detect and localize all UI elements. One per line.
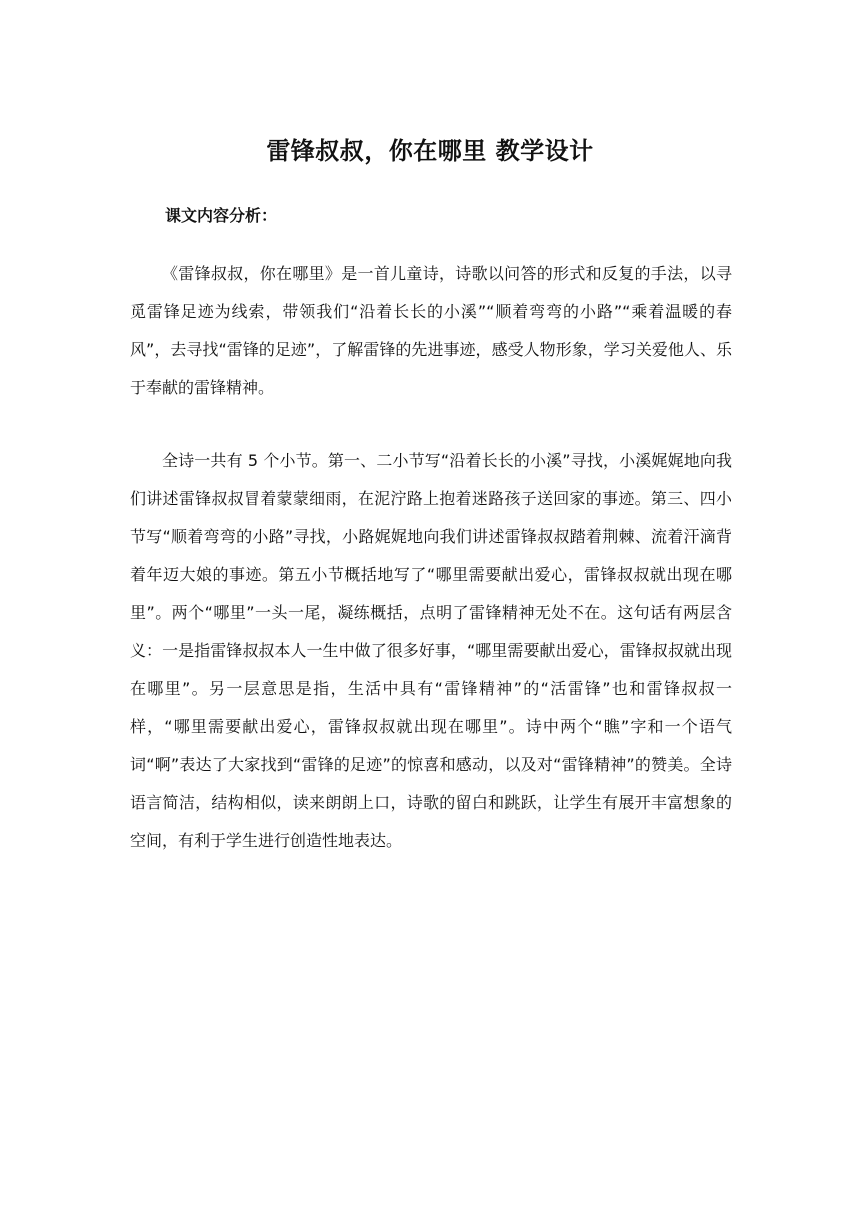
section-heading: 课文内容分析： [165,206,278,225]
paragraph-structure: 全诗一共有 5 个小节。第一、二小节写“沿着长长的小溪”寻找，小溪娓娓地向我们讲述雷锋叔叔冒着蒙蒙细雨，在泥泞路上抱着迷路孩子送回家的事迹。第三、四小节写“顺着弯弯的小路”寻找，小路娓娓地向我们讲述雷锋叔叔踏着荆棘、流着汗滴背着年迈大娘的事迹。第五小节概括地写了“哪里需要献出爱心，雷锋叔叔就出现在哪里”。两个“哪里”一头一尾，凝练概括，点明了雷锋精神无处不在。这句话有两层含义：一是指雷锋叔叔本人一生中做了很多好事，“哪里需要献出爱心，雷锋叔叔就出现在哪里”。另一层意思是指，生活中具有“雷锋精神”的“活雷锋”也和雷锋叔叔一样，“哪里需要献出爱心，雷锋叔叔就出现在哪里”。诗中两个“瞧”字和一个语气词“啊”表达了大家找到“雷锋的足迹”的惊喜和感动，以及对“雷锋精神”的赞美。全诗语言简洁，结构相似，读来朗朗上口，诗歌的留白和跳跃，让学生有展开丰富想象的空间，有利于学生进行创造性地表达。 [130,451,732,850]
paragraph-intro: 《雷锋叔叔，你在哪里》是一首儿童诗，诗歌以问答的形式和反复的手法，以寻觅雷锋足迹为线索，带领我们“沿着长长的小溪”“顺着弯弯的小路”“乘着温暖的春风”，去寻找“雷锋的足迹”，了解雷锋的先进事迹，感受人物形象，学习关爱他人、乐于奉献的雷锋精神。 [130,264,732,397]
document-title: 雷锋叔叔，你在哪里 教学设计 [266,137,594,165]
